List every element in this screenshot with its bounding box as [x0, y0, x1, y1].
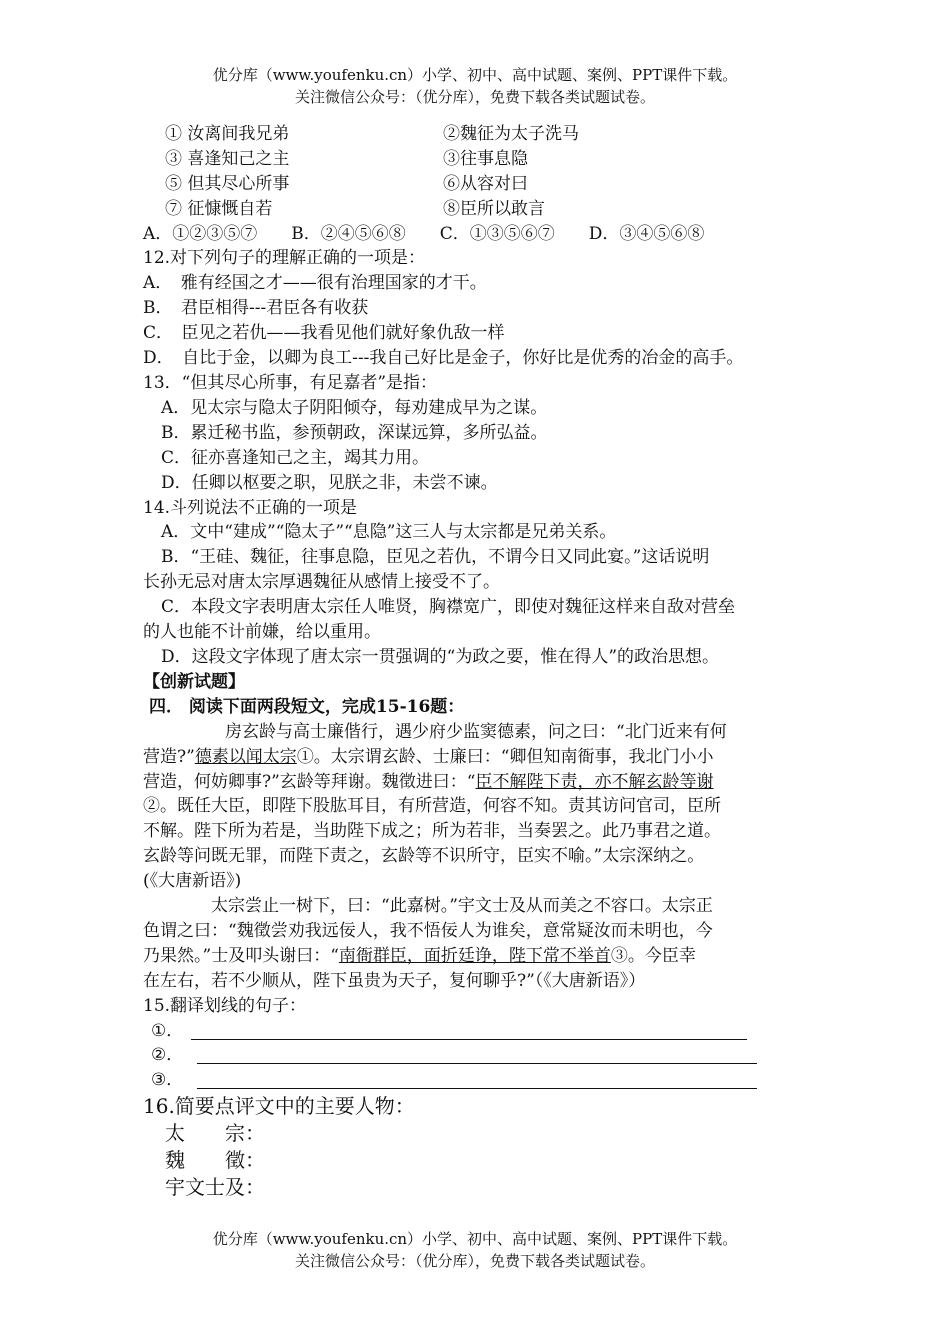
answer-line-2	[197, 1063, 757, 1064]
underlined-sentence-2: 臣不解陛下责，亦不解玄龄等谢	[475, 771, 714, 792]
q13-stem: 13．“但其尽心所事，有足嘉者”是指：	[143, 373, 438, 393]
q16-person-2: 魏 徵：	[165, 1148, 265, 1173]
q15-answer-2[interactable]	[143, 1043, 813, 1068]
passage2-line-4: 在左右，若不少顺从，陛下虽贵为天子，复何聊乎?”（《大唐新语》）	[143, 970, 646, 991]
q11-row-3	[143, 172, 813, 197]
q14-stem: 14.斗列说法不正确的一项是	[143, 497, 358, 518]
q15-label-3: ③．	[151, 1070, 184, 1091]
q12-option-b: B． 君臣相得---君臣各有收获	[143, 298, 369, 319]
q14-option-c-line-1: C．本段文字表明唐太宗任人唯贤，胸襟宽广，即使对魏征这样来自敌对营垒	[161, 597, 736, 618]
page-footer	[0, 1228, 950, 1272]
passage2-line-3-b: ③。今臣幸	[610, 945, 696, 966]
q11-item-1: ① 汝离间我兄弟	[165, 124, 290, 144]
q14-option-a: A．文中“建成”“隐太子”“息隐”这三人与太宗都是兄弟关系。	[161, 522, 617, 543]
q11-item-7: ⑦ 征慷慨自若	[165, 198, 273, 219]
q11-row-1	[143, 122, 813, 147]
footer-line-2: 关注微信公众号：（优分库），免费下载各类试题试卷。	[294, 1252, 655, 1270]
q11-options: A．①②③⑤⑦ B．②④⑤⑥⑧ C．①③⑤⑥⑦ D．③④⑤⑥⑧	[143, 223, 705, 244]
q12-stem: 12.对下列句子的理解正确的一项是：	[143, 248, 426, 269]
q11-item-4: ③往事息隐	[443, 148, 528, 169]
passage1-line-2-b: ①。太宗谓玄龄、士廉曰：“卿但知南衙事，我北门小小	[296, 746, 714, 767]
answer-line-3	[197, 1088, 757, 1089]
q15-answer-3[interactable]	[143, 1068, 813, 1093]
passage1-source: (《大唐新语》)	[143, 871, 242, 892]
header-line-1: 优分库（www.youfenku.cn）小学、初中、高中试题、案例、PPT课件下载。	[212, 66, 738, 84]
exam-content	[143, 122, 813, 1201]
q16-stem: 16.简要点评文中的主要人物：	[143, 1094, 415, 1119]
q13-option-d: D．任卿以枢要之职，见朕之非，未尝不谏。	[161, 472, 498, 493]
q16-person-1: 太 宗：	[165, 1121, 265, 1146]
passage1-line-6: 玄龄等问既无罪，而陛下责之，玄龄等不识所守，臣实不喻。”太宗深纳之。	[143, 846, 705, 867]
page-header	[0, 64, 950, 108]
passage1-line-2	[143, 745, 813, 770]
q14-option-d: D．这段文字体现了唐太宗一贯强调的“为政之要，惟在得人”的政治思想。	[161, 646, 720, 667]
q15-stem: 15.翻译划线的句子：	[143, 995, 307, 1016]
q15-label-1: ①．	[151, 1020, 184, 1041]
section-heading: 四． 阅读下面两段短文，完成15-16题：	[149, 696, 465, 717]
q14-option-b-line-1: B．“王硅、魏征，往事息隐，臣见之若仇，不谓今日又同此宴。”这话说明	[161, 547, 710, 568]
q11-item-5: ⑤ 但其尽心所事	[165, 173, 290, 194]
passage2-line-3	[143, 944, 813, 969]
header-line-2: 关注微信公众号：（优分库），免费下载各类试题试卷。	[294, 88, 655, 106]
q13-option-b: B．累迁秘书监，参预朝政，深谋远算，多所弘益。	[161, 422, 548, 443]
q13-option-a: A．见太宗与隐太子阴阳倾夺，每劝建成早为之谋。	[161, 397, 548, 418]
passage1-line-3	[143, 770, 813, 795]
q15-label-2: ②．	[151, 1045, 184, 1066]
q11-item-3: ③ 喜逢知己之主	[165, 148, 290, 169]
passage1-line-2-a: 营造?”	[143, 746, 195, 767]
passage2-line-2: 色谓之曰：“魏徵尝劝我远佞人，我不悟佞人为谁矣，意常疑汝而未明也，今	[143, 920, 713, 941]
q11-row-4	[143, 197, 813, 222]
q16-person-3: 宇文士及：	[165, 1175, 265, 1200]
q11-row-2	[143, 147, 813, 172]
q11-item-8: ⑧臣所以敢言	[443, 198, 545, 219]
underlined-sentence-1: 德素以闻太宗	[194, 746, 297, 767]
q14-option-c-line-2: 的人也能不计前嫌，给以重用。	[143, 622, 381, 643]
passage1-line-3-a: 营造，何妨卿事?”玄龄等拜谢。魏徵进曰：“	[143, 771, 476, 792]
passage2-line-3-a: 乃果然。”士及叩头谢曰：“	[143, 945, 339, 966]
footer-line-1: 优分库（www.youfenku.cn）小学、初中、高中试题、案例、PPT课件下载。	[212, 1230, 738, 1248]
q11-item-6: ⑥从容对曰	[443, 173, 528, 194]
passage1-line-4: ②。既任大臣，即陛下股肱耳目，有所营造，何容不知。责其访问官司，臣所	[143, 796, 721, 817]
q12-option-c: C． 臣见之若仇——我看见他们就好象仇敌一样	[143, 323, 505, 344]
q11-item-2: ②魏征为太子洗马	[443, 124, 579, 144]
passage1-line-1: 房玄龄与高士廉偕行，遇少府少监窦德素，问之曰：“北门近来有何	[225, 721, 727, 742]
q15-answer-1[interactable]	[143, 1019, 813, 1044]
q13-option-c: C．征亦喜逢知己之主，竭其力用。	[161, 447, 430, 468]
q14-option-b-line-2: 长孙无忌对唐太宗厚遇魏征从感情上接受不了。	[143, 572, 500, 593]
passage1-line-5: 不解。陛下所为若是，当助陛下成之；所为若非，当奏罢之。此乃事君之道。	[143, 821, 721, 842]
q12-option-a: A． 雅有经国之才——很有治理国家的才干。	[143, 273, 487, 294]
q12-option-d: D． 自比于金，以卿为良工---我自己好比是金子，你好比是优秀的冶金的高手。	[143, 348, 744, 369]
answer-line-1	[191, 1039, 747, 1040]
underlined-sentence-3: 南衙群臣，面折廷诤，陛下常不举首	[338, 945, 611, 966]
section-title: 【创新试题】	[143, 671, 245, 692]
passage2-line-1: 太宗尝止一树下，曰：“此嘉树。”宇文士及从而美之不容口。太宗正	[211, 896, 713, 917]
